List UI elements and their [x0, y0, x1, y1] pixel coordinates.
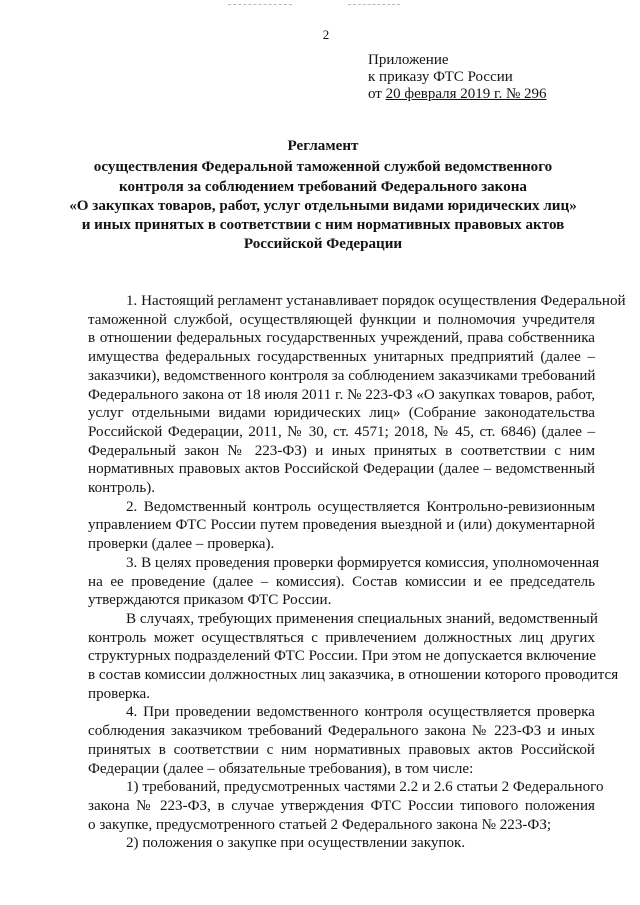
- text-line: о закупке, предусмотренного статьей 2 Федерального закона № 223-ФЗ;: [88, 816, 552, 833]
- text-line: нормативных правовых актов Российской Федерации (далее – ведомственный: [88, 461, 595, 478]
- document-title: [40, 137, 606, 255]
- title-line: «О закупках товаров, работ, услуг отдельными видами юридических лиц»: [69, 197, 577, 214]
- text-line: 4. При проведении ведомственного контроля осуществляется проверка: [126, 704, 595, 721]
- text-line: управлением ФТС России путем проведения выездной и (или) документарной: [88, 517, 595, 534]
- text-line: Федерации (далее – обязательные требования), в том числе:: [88, 760, 474, 777]
- title-line: Российской Федерации: [243, 236, 403, 253]
- text-line: контроль может осуществляться с привлечением должностных лиц других: [88, 629, 595, 646]
- text-line: контроль).: [88, 480, 156, 497]
- text-line: закона № 223-ФЗ, в случае утверждения ФТС России типового положения: [88, 797, 595, 814]
- text-line: 3. В целях проведения проверки формируется комиссия, уполномоченная: [126, 554, 600, 571]
- paragraph-5: [88, 703, 595, 778]
- paragraph-1: [88, 292, 626, 498]
- title-line: и иных принятых в соответствии с ним нормативных правовых актов: [81, 217, 565, 234]
- title-heading: Регламент: [287, 138, 359, 154]
- document-body: [88, 292, 626, 853]
- page-number: 2: [322, 27, 330, 42]
- paragraph-3: [88, 554, 600, 610]
- paragraph-4: [88, 610, 619, 704]
- text-line: структурных подразделений ФТС России. При этом не допускается включение: [88, 648, 597, 665]
- appendix-line: к приказу ФТС России: [368, 69, 513, 85]
- title-line: контроля за соблюдением требований Федерального закона: [119, 178, 527, 195]
- text-line: имущества федеральных государственных унитарных предприятий (далее –: [88, 349, 595, 366]
- text-line: на ее проведение (далее – комиссия). Состав комиссии и ее председатель: [88, 573, 595, 590]
- text-line: проверки (далее – проверка).: [88, 536, 275, 553]
- paragraph-6: [88, 778, 604, 834]
- text-line: в отношении федеральных государственных учреждений, права собственника: [88, 330, 595, 347]
- text-line: в состав комиссии должностных лиц заказчика, в отношении которого проводится: [88, 667, 619, 684]
- appendix-date: [368, 86, 569, 103]
- text-line: принятых в соответствии с ним нормативных правовых актов Российской: [88, 741, 595, 758]
- scan-edge-line: [348, 4, 400, 5]
- text-line: Федеральный закон № 223-ФЗ) и иных принятых в соответствии с ним: [88, 442, 595, 459]
- appendix-header: [368, 52, 569, 103]
- appendix-line: Приложение: [368, 52, 449, 68]
- text-line: 1) требований, предусмотренных частями 2.2 и 2.6 статьи 2 Федерального: [126, 779, 604, 796]
- text-line: 1. Настоящий регламент устанавливает порядок осуществления Федеральной: [126, 293, 626, 309]
- title-line: осуществления Федеральной таможенной службой ведомственного: [93, 159, 553, 176]
- scan-edge-line: [228, 4, 292, 5]
- text-line: услуг отдельными видами юридических лиц» (Собрание законодательства: [88, 405, 595, 422]
- text-line: таможенной службой, осуществляющей функции и полномочия учредителя: [88, 311, 595, 328]
- paragraph-7: [88, 834, 595, 853]
- paragraph-2: [88, 498, 595, 554]
- text-line: Федерального закона от 18 июля 2011 г. № 223-ФЗ «О закупках товаров, работ,: [88, 386, 595, 403]
- text-line: Российской Федерации, 2011, № 30, ст. 4571; 2018, № 45, ст. 6846) (далее –: [88, 423, 595, 440]
- text-line: соблюдения заказчиком требований Федерального закона № 223-ФЗ и иных: [88, 723, 595, 740]
- text-line: 2) положения о закупке при осуществлении закупок.: [126, 835, 466, 852]
- text-line: проверка.: [88, 685, 151, 702]
- text-line: утверждаются приказом ФТС России.: [88, 592, 332, 609]
- appendix-date-value: 20 февраля 2019 г. № 296: [385, 86, 547, 102]
- text-line: В случаях, требующих применения специальных знаний, ведомственный: [126, 610, 598, 627]
- appendix-date-prefix: от: [368, 86, 386, 102]
- text-line: 2. Ведомственный контроль осуществляется Контрольно-ревизионным: [126, 498, 595, 515]
- text-line: заказчики), ведомственного контроля за соблюдением заказчиками требований: [88, 367, 596, 384]
